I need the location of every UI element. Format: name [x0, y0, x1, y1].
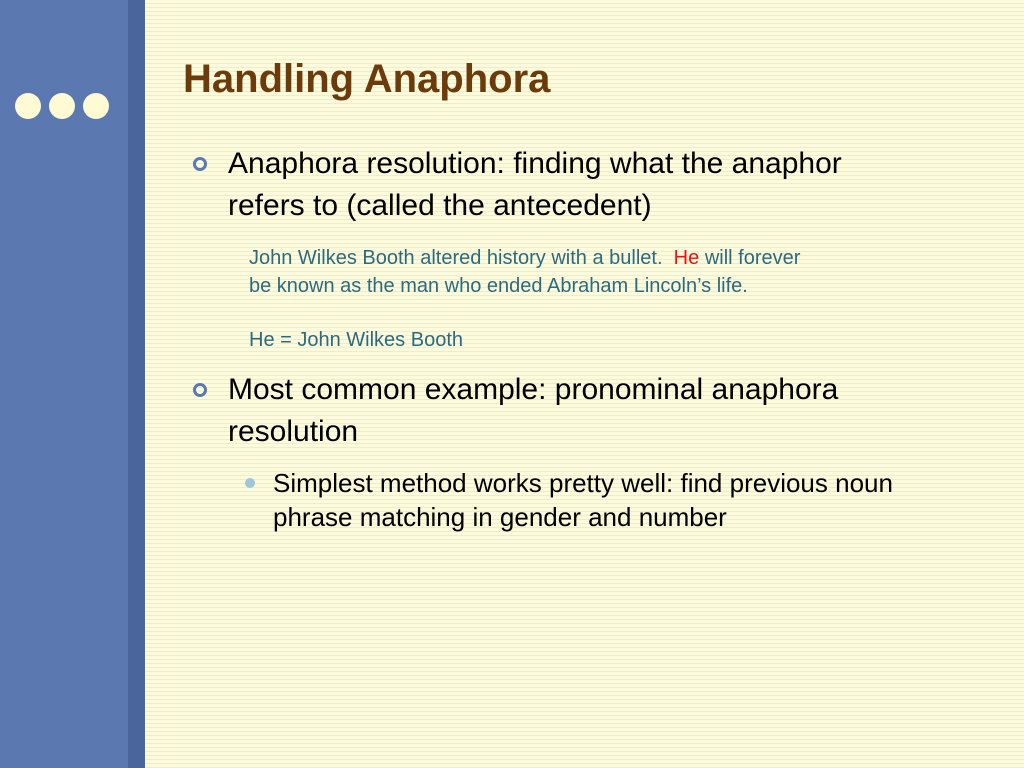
- decoration-dot: [83, 93, 109, 119]
- bullet-line: Anaphora resolution: finding what the anaphor: [228, 147, 842, 180]
- sub-bullet-text: [273, 466, 963, 534]
- bullet-line: Most common example: pronominal anaphora: [228, 373, 839, 406]
- dot-bullet-icon: [245, 478, 255, 488]
- three-dots-icon: [15, 93, 109, 123]
- sidebar-edge: [128, 0, 145, 768]
- sub-bullet-line: phrase matching in gender and number: [273, 502, 727, 532]
- ring-bullet-icon: [193, 157, 207, 171]
- sub-bullet-line: Simplest method works pretty well: find previous noun: [273, 468, 893, 498]
- bullet-text: [228, 143, 968, 227]
- example-sentence-line2: be known as the man who ended Abraham Lincoln’s life.: [249, 275, 748, 297]
- decoration-dot: [15, 93, 41, 119]
- highlighted-pronoun: He: [673, 247, 700, 269]
- decoration-dot: [49, 93, 75, 119]
- bullet-line: refers to (called the antecedent): [228, 189, 652, 222]
- ring-bullet-icon: [193, 383, 207, 397]
- slide-title: Handling Anaphora: [183, 57, 551, 101]
- example-text: will forever: [704, 247, 801, 269]
- example-sentence: [249, 244, 800, 272]
- example-text: John Wilkes Booth altered history with a bullet.: [249, 247, 663, 269]
- bullet-line: resolution: [228, 415, 359, 448]
- example-resolution: He = John Wilkes Booth: [249, 329, 463, 351]
- bullet-text: [228, 369, 968, 453]
